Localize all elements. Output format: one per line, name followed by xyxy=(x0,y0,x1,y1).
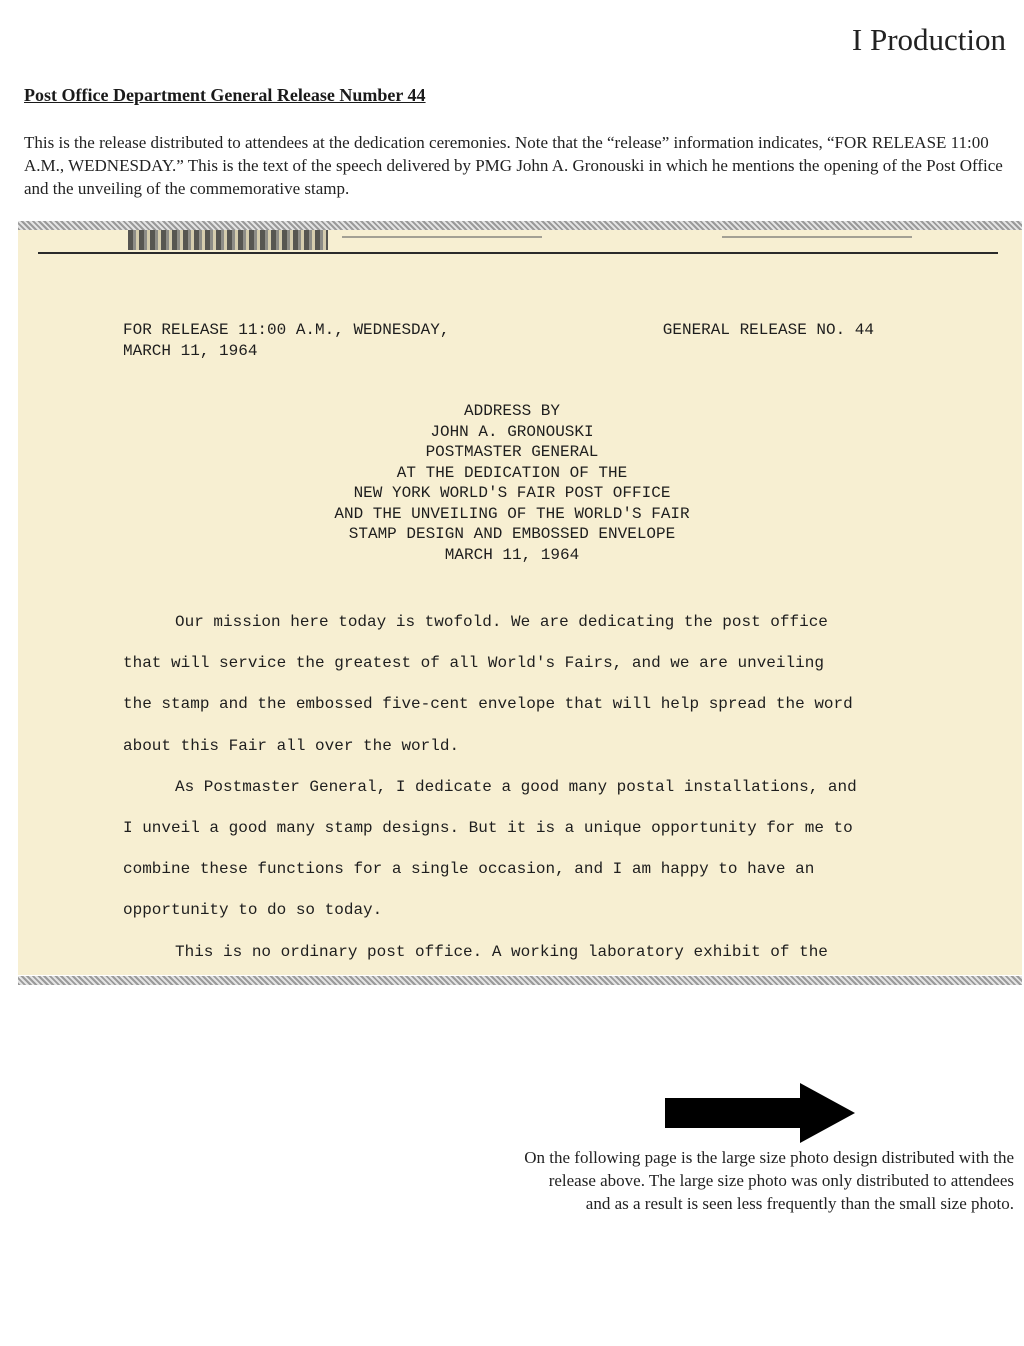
address-line: ADDRESS BY xyxy=(463,402,560,420)
note-line: and as a result is seen less frequently than the small size photo. xyxy=(585,1194,1014,1213)
intro-paragraph xyxy=(24,131,1004,200)
scanned-release-document xyxy=(18,230,1022,975)
intro-text: This is the release distributed to attendees at the dedication ceremonies. Note that the “release” information indicates, “FOR RELEASE 11:00 A.M., WEDNESDAY.” This is the text of the speech delivered by PMG John A. Gronouski in which he mentions the opening of the Post Office and the unveiling of the commemorative stamp. xyxy=(24,133,1003,198)
letterhead-fragment xyxy=(42,230,1002,250)
letterhead-phone-fragment xyxy=(722,230,912,238)
speech-line: As Postmaster General, I dedicate a good many postal installations, and xyxy=(175,777,857,796)
speech-line: combine these functions for a single occasion, and I am happy to have an xyxy=(123,860,815,879)
speech-line: about this Fair all over the world. xyxy=(123,736,460,755)
speech-line: This is no ordinary post office. A working laboratory exhibit of the xyxy=(175,942,828,961)
speech-line: Our mission here today is twofold. We are dedicating the post office xyxy=(175,613,828,631)
release-time: FOR RELEASE 11:00 A.M., WEDNESDAY, xyxy=(123,321,450,339)
note-line: release above. The large size photo was only distributed to attendees xyxy=(548,1171,1014,1190)
address-line: POSTMASTER GENERAL xyxy=(425,443,599,461)
address-line: JOHN A. GRONOUSKI xyxy=(430,422,594,441)
address-line: STAMP DESIGN AND EMBOSSED ENVELOPE xyxy=(348,525,676,543)
speech-line: opportunity to do so today. xyxy=(123,901,383,920)
address-line: NEW YORK WORLD'S FAIR POST OFFICE xyxy=(353,484,671,502)
release-date: MARCH 11, 1964 xyxy=(123,342,258,360)
hatched-border-top xyxy=(18,221,1022,230)
speech-line: the stamp and the embossed five-cent envelope that will help spread the word xyxy=(123,695,853,714)
speech-body xyxy=(123,602,943,973)
address-line: MARCH 11, 1964 xyxy=(444,545,580,564)
right-arrow-icon xyxy=(665,1083,855,1143)
address-line: AT THE DEDICATION OF THE xyxy=(396,463,628,482)
speech-line: that will service the greatest of all World's Fairs, and we are unveiling xyxy=(123,654,824,673)
release-info xyxy=(123,320,449,362)
hatched-border-bottom xyxy=(18,976,1022,985)
section-title: I Production xyxy=(851,22,1006,57)
address-block xyxy=(18,401,1022,565)
page-heading: Post Office Department General Release Number 44 xyxy=(24,85,426,105)
following-page-note xyxy=(414,1146,1014,1215)
department-logo-fragment xyxy=(128,230,328,250)
note-line: On the following page is the large size photo design distributed with the xyxy=(524,1148,1014,1167)
address-line: AND THE UNVEILING OF THE WORLD'S FAIR xyxy=(334,504,690,523)
speech-line: I unveil a good many stamp designs. But it is a unique opportunity for me to xyxy=(123,819,853,838)
letterhead-city-fragment xyxy=(342,230,542,238)
release-number: GENERAL RELEASE NO. 44 xyxy=(662,321,874,339)
letterhead-rule xyxy=(38,252,998,254)
